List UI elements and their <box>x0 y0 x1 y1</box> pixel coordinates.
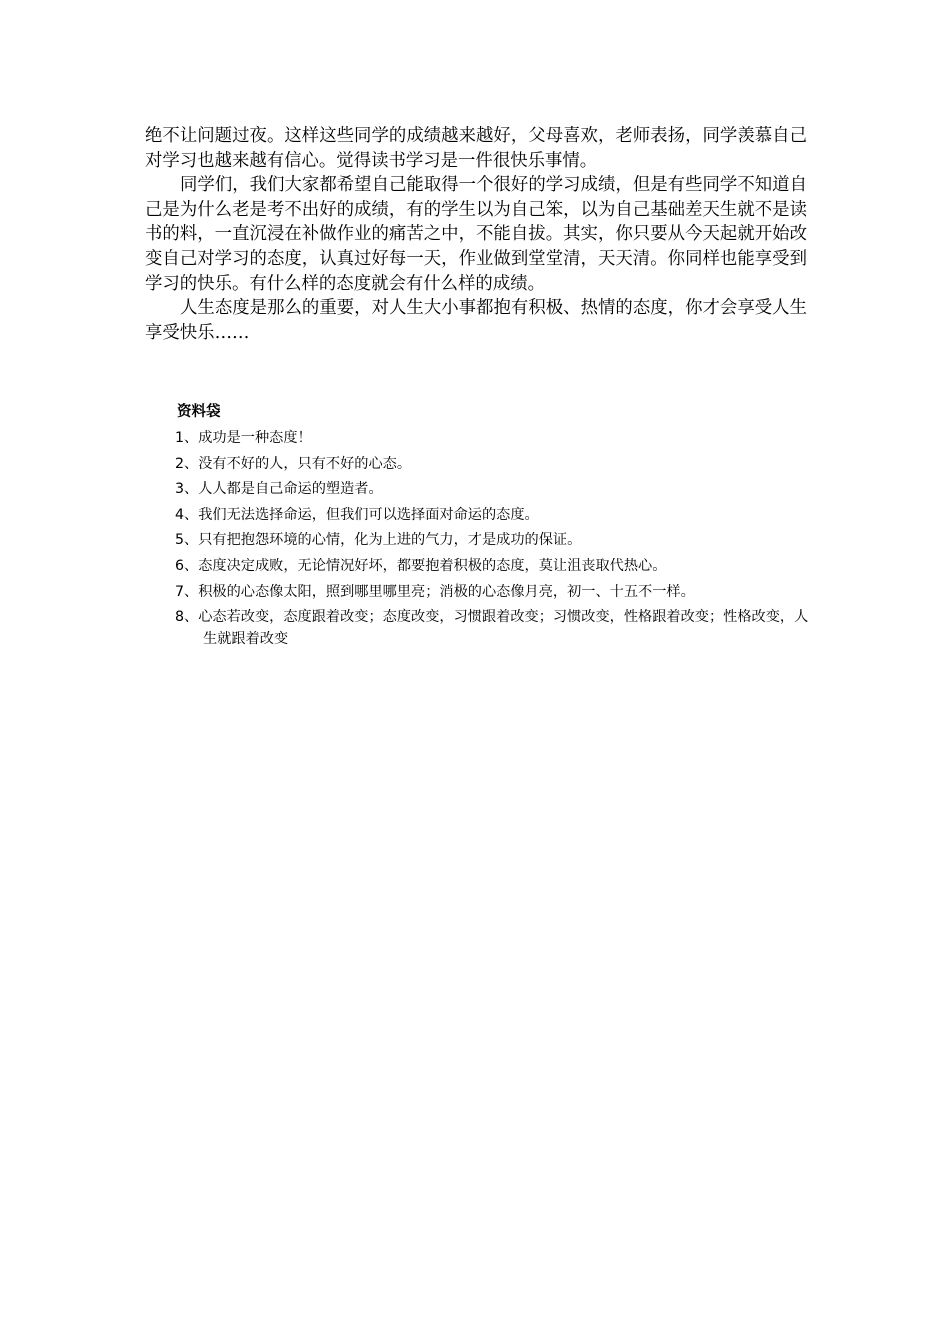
ziliao-section <box>175 402 810 654</box>
body-text <box>145 124 807 345</box>
list-item-text: 人人都是自己命运的塑造者。 <box>198 481 383 498</box>
list-item-number: 7、 <box>175 583 199 600</box>
paragraph-3: 人生态度是那么的重要，对人生大小事都抱有积极、热情的态度，你才会享受人生享受快乐…… <box>145 298 807 343</box>
list-item <box>175 504 810 526</box>
list-item-number: 3、 <box>175 481 199 498</box>
list-item <box>175 478 810 500</box>
list-item-text: 态度决定成败，无论情况好坏，都要抱着积极的态度，莫让沮丧取代热心。 <box>198 557 667 574</box>
paragraph-2: 同学们，我们大家都希望自己能取得一个很好的学习成绩，但是有些同学不知道自己是为什么老是考不出好的成绩，有的学生以为自己笨，以为自己基础差天生就不是读书的料，一直沉浸在补做作业的痛苦之中，不能自拔。其实，你只要从今天起就开始改变自己对学习的态度，认真过好每一天，作业做到堂堂清，天天清。你同样也能享受到学习的快乐。有什么样的态度就会有什么样的成绩。 <box>145 175 807 294</box>
list-item-number: 5、 <box>175 532 199 549</box>
list-item-text: 我们无法选择命运，但我们可以选择面对命运的态度。 <box>198 506 539 523</box>
list-item <box>175 555 810 577</box>
list-item <box>175 606 810 650</box>
list-item-number: 4、 <box>175 506 199 523</box>
list-item-number: 1、 <box>175 430 199 446</box>
list-item-text: 积极的心态像太阳，照到哪里哪里亮；消极的心态像月亮，初一、十五不一样。 <box>198 583 695 600</box>
ziliao-list <box>175 427 810 650</box>
list-item <box>175 427 810 449</box>
list-item-text: 成功是一种态度！ <box>198 430 312 446</box>
ziliao-title: 资料袋 <box>177 404 221 420</box>
list-item <box>175 529 810 551</box>
list-item-text: 只有把抱怨环境的心情，化为上进的气力，才是成功的保证。 <box>198 532 582 549</box>
list-item-number: 2、 <box>175 455 199 472</box>
paragraph-1: 绝不让问题过夜。这样这些同学的成绩越来越好，父母喜欢，老师表扬，同学羡慕自己对学习也越来越有信心。觉得读书学习是一件很快乐事情。 <box>145 126 807 171</box>
list-item <box>175 453 810 475</box>
list-item-text: 心态若改变，态度跟着改变；态度改变，习惯跟着改变；习惯改变，性格跟着改变；性格改变，人生就跟着改变 <box>198 609 809 648</box>
list-item <box>175 581 810 603</box>
list-item-number: 6、 <box>175 557 199 574</box>
list-item-text: 没有不好的人，只有不好的心态。 <box>198 455 412 472</box>
list-item-number: 8、 <box>175 609 199 626</box>
